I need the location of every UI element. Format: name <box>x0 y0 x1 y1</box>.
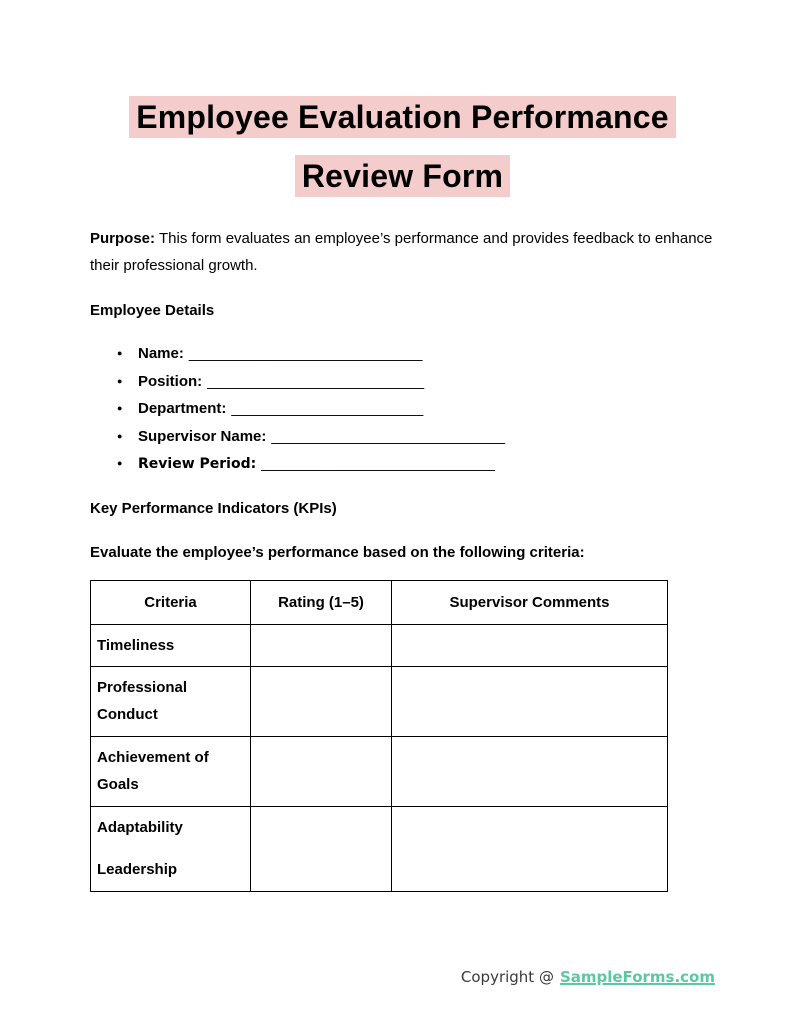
rating-cell <box>251 806 392 891</box>
field-department-blank: _______________________ <box>231 400 424 417</box>
field-position-blank: __________________________ <box>207 372 425 390</box>
field-position <box>90 368 715 396</box>
field-supervisor-name-label: Supervisor Name: <box>138 427 267 445</box>
purpose-text: This form evaluates an employee’s performance and provides feedback to enhance their professional growth. <box>90 230 713 274</box>
table-row-adaptability-leadership <box>91 806 668 891</box>
field-name-label: Name: <box>138 345 184 362</box>
rating-cell <box>251 624 392 666</box>
rating-cell <box>251 736 392 806</box>
criteria-cell: Achievement of Goals <box>91 736 251 806</box>
criteria-line-adaptability: Adaptability <box>97 818 183 836</box>
copyright-text: Copyright @ <box>460 968 554 986</box>
sampleforms-link[interactable]: SampleForms.com <box>559 968 715 986</box>
kpi-heading: Key Performance Indicators (KPIs) <box>90 499 337 517</box>
bullet-icon: ● <box>117 348 123 358</box>
criteria-cell <box>91 806 251 891</box>
table-row-achievement-of-goals <box>91 736 668 806</box>
field-name-blank: ____________________________ <box>188 345 423 362</box>
header-criteria: Criteria <box>91 580 251 624</box>
criteria-cell: Professional Conduct <box>91 666 251 736</box>
field-position-label: Position: <box>138 372 203 390</box>
employee-fields-list <box>90 340 715 479</box>
page-title <box>90 88 715 206</box>
bullet-icon: ● <box>117 403 123 413</box>
field-department <box>90 395 715 423</box>
bullet-icon: ● <box>117 375 123 386</box>
field-review-period <box>90 450 715 479</box>
title-highlight-2: Review Form <box>295 155 510 197</box>
field-department-label: Department: <box>138 400 227 417</box>
table-row-professional-conduct <box>91 666 668 736</box>
comments-cell <box>392 806 668 891</box>
comments-cell <box>392 736 668 806</box>
comments-cell <box>392 624 668 666</box>
field-review-period-blank: ____________________________ <box>261 455 495 472</box>
comments-cell <box>392 666 668 736</box>
table-header-row <box>91 580 668 624</box>
criteria-cell: Timeliness <box>91 624 251 666</box>
bullet-icon: ● <box>117 430 123 441</box>
title-line-2 <box>90 147 715 206</box>
rating-cell <box>251 666 392 736</box>
evaluate-instruction: Evaluate the employee’s performance based on the following criteria: <box>90 543 585 561</box>
criteria-line-leadership: Leadership <box>97 860 178 878</box>
purpose-paragraph <box>90 225 715 279</box>
field-review-period-label: Review Period: <box>138 456 257 472</box>
field-supervisor-name <box>90 423 715 451</box>
footer <box>461 968 715 986</box>
kpi-table <box>90 580 668 892</box>
field-supervisor-name-blank: ____________________________ <box>271 427 505 445</box>
header-supervisor-comments: Supervisor Comments <box>392 580 668 624</box>
bullet-icon: ● <box>117 458 123 468</box>
field-name <box>90 340 715 368</box>
employee-details-heading: Employee Details <box>90 302 215 319</box>
table-row-timeliness <box>91 624 668 666</box>
title-line-1 <box>90 88 715 147</box>
title-highlight-1: Employee Evaluation Performance <box>129 96 676 138</box>
purpose-label: Purpose: <box>90 230 156 247</box>
header-rating: Rating (1–5) <box>251 580 392 624</box>
